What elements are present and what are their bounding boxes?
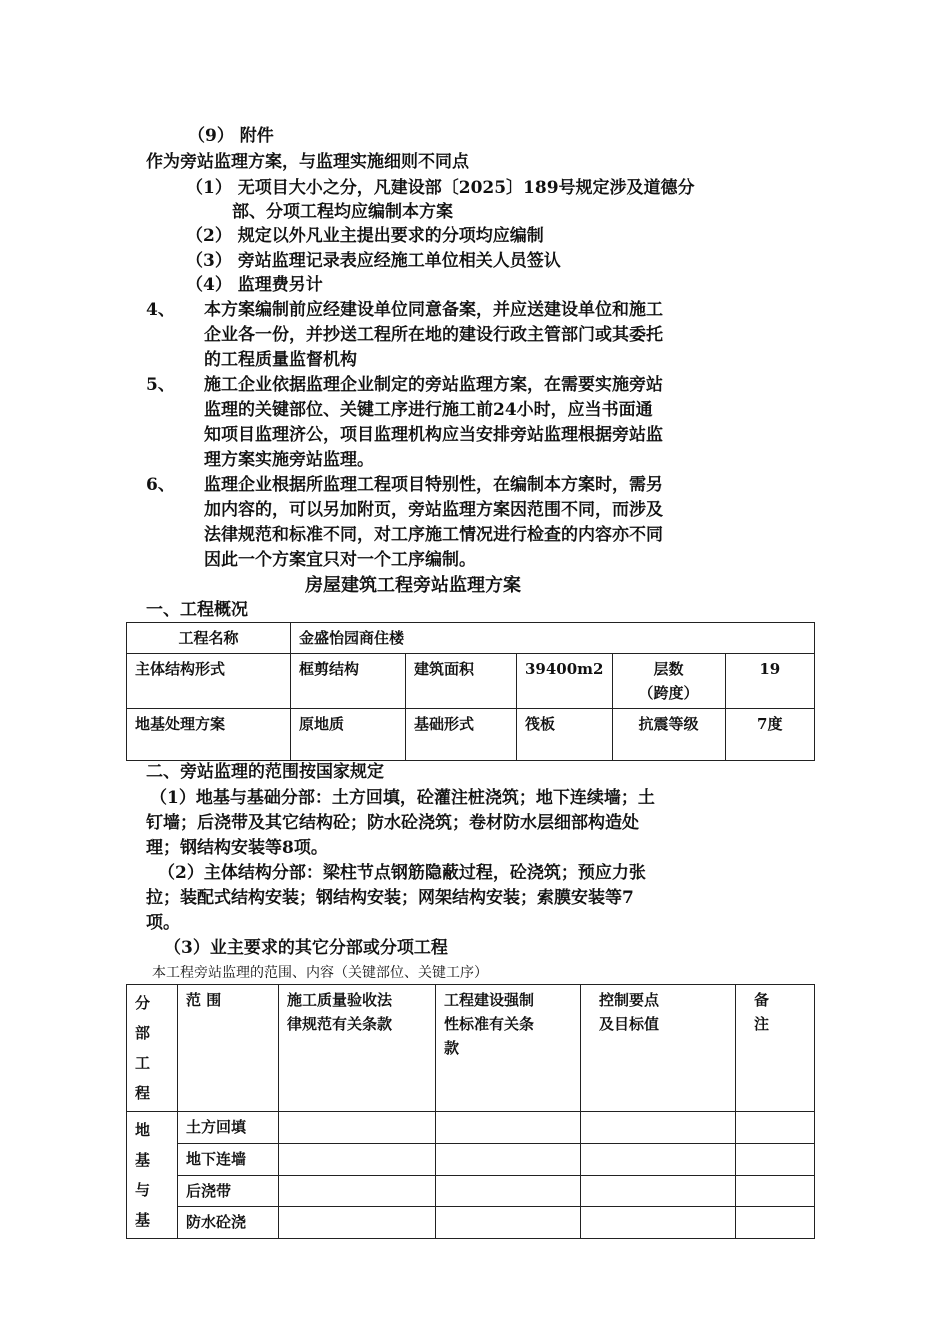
text-line: （3）业主要求的其它分部或分项工程 (164, 938, 448, 958)
seismic-label: 抗震等级 (612, 709, 725, 761)
header-remarks (736, 985, 815, 1112)
empty-cell (581, 1207, 736, 1239)
text-line: 作为旁站监理方案，与监理实施细则不同点 (146, 152, 469, 172)
group-char: 基 (135, 1211, 151, 1229)
header-char: 部 (135, 1024, 151, 1042)
document-title: 房屋建筑工程旁站监理方案 (305, 575, 521, 596)
empty-cell (436, 1207, 581, 1239)
group-char: 基 (135, 1151, 151, 1169)
text-line: 法律规范和标准不同，对工序施工情况进行检查的内容亦不同 (204, 525, 663, 545)
structure-label: 主体结构形式 (127, 654, 291, 709)
overview-table (126, 622, 815, 761)
empty-cell (436, 1112, 581, 1144)
header-line: 工程建设强制 (444, 991, 535, 1009)
text-line: （2） 规定以外凡业主提出要求的分项均应编制 (186, 226, 544, 246)
area-label: 建筑面积 (406, 654, 517, 709)
scope-table (126, 984, 815, 1239)
header-acceptance (279, 985, 436, 1112)
text-line: 的工程质量监督机构 (204, 350, 357, 370)
empty-cell (581, 1112, 736, 1144)
text-line: 本方案编制前应经建设单位同意备案，并应送建设单位和施工 (204, 300, 663, 320)
foundation-value: 原地质 (291, 709, 406, 761)
header-line: 控制要点 (599, 991, 660, 1009)
header-line: 注 (754, 1015, 770, 1033)
text-line: 施工企业依据监理企业制定的旁站监理方案，在需要实施旁站 (204, 375, 663, 395)
group-char: 与 (135, 1181, 151, 1199)
text-line: 部、分项工程均应编制本方案 (232, 202, 453, 222)
item-number: 4、 (146, 300, 175, 320)
header-line: 备 (754, 991, 770, 1009)
header-mandatory (436, 985, 581, 1112)
text-line: 加内容的，可以另加附页，旁站监理方案因范围不同，而涉及 (204, 500, 663, 520)
empty-cell (581, 1175, 736, 1207)
header-line: 律规范有关条款 (287, 1015, 393, 1033)
empty-cell (436, 1143, 581, 1175)
text-line: 监理的关键部位、关键工序进行施工前24小时，应当书面通 (204, 400, 653, 420)
scope-item: 防水砼浇 (178, 1207, 279, 1239)
text-line: （2）主体结构分部：梁柱节点钢筋隐蔽过程，砼浇筑；预应力张 (158, 863, 646, 883)
text-line: 企业各一份，并抄送工程所在地的建设行政主管部门或其委托 (204, 325, 663, 345)
header-line: 及目标值 (599, 1015, 660, 1033)
text-line: （1） 无项目大小之分，凡建设部〔2025〕189号规定涉及道德分 (186, 178, 695, 198)
empty-cell (736, 1207, 815, 1239)
text-line: 项。 (146, 913, 180, 933)
section-heading: 一、工程概况 (146, 600, 248, 620)
text-line: 拉；装配式结构安装；钢结构安装；网架结构安装；索膜安装等7 (146, 888, 634, 908)
base-value: 筏板 (517, 709, 613, 761)
text-line: 钉墙；后浇带及其它结构砼；防水砼浇筑；卷材防水层细部构造处 (146, 813, 639, 833)
empty-cell (279, 1207, 436, 1239)
header-division (127, 985, 178, 1112)
header-char: 分 (135, 994, 151, 1012)
empty-cell (736, 1143, 815, 1175)
foundation-label: 地基处理方案 (127, 709, 291, 761)
empty-cell (736, 1175, 815, 1207)
text-line: 因此一个方案宜只对一个工序编制。 (204, 550, 476, 570)
text-line: 知项目监理济公，项目监理机构应当安排旁站监理根据旁站监 (204, 425, 663, 445)
structure-value: 框剪结构 (291, 654, 406, 709)
base-label: 基础形式 (406, 709, 517, 761)
scope-item: 地下连墙 (178, 1143, 279, 1175)
section-heading: 二、旁站监理的范围按国家规定 (146, 762, 384, 782)
text-line: （9） 附件 (188, 126, 274, 146)
header-line: 施工质量验收法 (287, 991, 393, 1009)
floors-label-line: （跨度） (638, 684, 699, 702)
scope-item: 土方回填 (178, 1112, 279, 1144)
empty-cell (279, 1143, 436, 1175)
floors-label (612, 654, 725, 709)
empty-cell (279, 1112, 436, 1144)
header-char: 工 (135, 1054, 151, 1072)
empty-cell (736, 1112, 815, 1144)
floors-label-line: 层数 (653, 660, 684, 678)
area-value: 39400m2 (517, 654, 613, 709)
project-name-label: 工程名称 (127, 623, 291, 654)
text-line: 理方案实施旁站监理。 (204, 450, 374, 470)
empty-cell (581, 1143, 736, 1175)
empty-cell (279, 1175, 436, 1207)
header-line: 性标准有关条 (444, 1015, 535, 1033)
group-cell (127, 1112, 178, 1239)
header-scope: 范 围 (178, 985, 279, 1112)
floors-value: 19 (725, 654, 815, 709)
item-number: 6、 (146, 475, 175, 495)
scope-item: 后浇带 (178, 1175, 279, 1207)
table-caption: 本工程旁站监理的范围、内容（关键部位、关键工序） (152, 966, 488, 981)
text-line: 理；钢结构安装等8项。 (146, 838, 328, 858)
group-char: 地 (135, 1121, 151, 1139)
text-line: （1）地基与基础分部：土方回填，砼灌注桩浇筑；地下连续墙；土 (150, 788, 655, 808)
seismic-value: 7度 (725, 709, 815, 761)
header-line: 款 (444, 1039, 460, 1057)
project-name-value: 金盛怡园商住楼 (291, 623, 815, 654)
header-control (581, 985, 736, 1112)
text-line: （4） 监理费另计 (186, 275, 323, 295)
header-char: 程 (135, 1084, 151, 1102)
item-number: 5、 (146, 375, 175, 395)
text-line: （3） 旁站监理记录表应经施工单位相关人员签认 (186, 251, 561, 271)
text-line: 监理企业根据所监理工程项目特别性，在编制本方案时，需另 (204, 475, 663, 495)
empty-cell (436, 1175, 581, 1207)
